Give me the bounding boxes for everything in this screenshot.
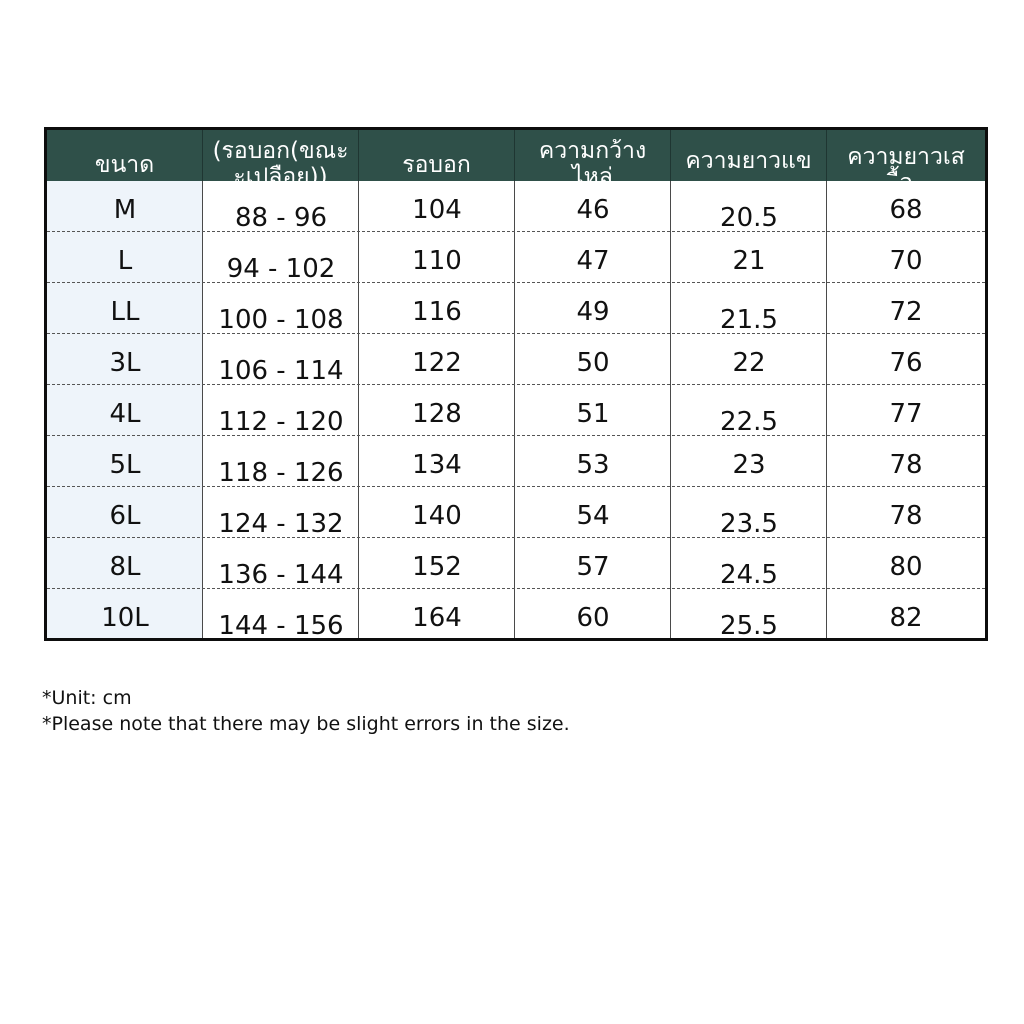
cell-body-length-value: 82: [889, 603, 923, 633]
disclaimer-note: *Please note that there may be slight errors in the size.: [42, 713, 570, 735]
cell-bust-nude: [203, 385, 359, 436]
cell-body-length-value: 78: [889, 501, 923, 531]
cell-chest-value: 110: [412, 246, 462, 276]
cell-bust-nude-value: 112 - 120: [218, 407, 344, 437]
cell-body-length: [827, 538, 985, 589]
cell-body-length-value: 72: [889, 297, 923, 327]
cell-chest: [359, 487, 515, 538]
header-size-label: ขนาด: [94, 152, 155, 178]
cell-size-value: LL: [110, 297, 140, 327]
table-row: [47, 181, 985, 232]
cell-sleeve-length-value: 21.5: [720, 305, 778, 335]
header-size: [47, 130, 203, 181]
cell-size: [47, 334, 203, 385]
header-sleeve-length: [671, 130, 827, 200]
table-row: [47, 538, 985, 589]
cell-size: [47, 436, 203, 487]
cell-shoulder-width: [515, 181, 671, 232]
cell-shoulder-width: [515, 487, 671, 538]
table-row: [47, 487, 985, 538]
cell-shoulder-width-value: 47: [576, 246, 610, 276]
cell-shoulder-width: [515, 283, 671, 334]
cell-sleeve-length: [671, 334, 827, 385]
cell-bust-nude-value: 124 - 132: [218, 509, 344, 539]
cell-chest-value: 104: [412, 195, 462, 225]
cell-bust-nude: [203, 538, 359, 589]
unit-note: *Unit: cm: [42, 687, 132, 709]
cell-size-value: 8L: [109, 552, 141, 582]
cell-size-value: 5L: [109, 450, 141, 480]
header-sleeve-length-label: ความยาวแข น: [685, 148, 812, 200]
cell-bust-nude-value: 94 - 102: [226, 254, 336, 284]
cell-chest-value: 164: [412, 603, 462, 633]
cell-sleeve-length: [671, 436, 827, 487]
cell-bust-nude-value: 136 - 144: [218, 560, 344, 590]
cell-size: [47, 385, 203, 436]
cell-sleeve-length-value: 25.5: [720, 611, 778, 641]
cell-body-length: [827, 436, 985, 487]
cell-sleeve-length: [671, 589, 827, 640]
cell-bust-nude: [203, 181, 359, 232]
cell-chest-value: 134: [412, 450, 462, 480]
cell-sleeve-length-value: 21: [732, 246, 766, 276]
cell-size-value: L: [117, 246, 133, 276]
cell-shoulder-width-value: 49: [576, 297, 610, 327]
cell-size-value: 3L: [109, 348, 141, 378]
cell-size: [47, 487, 203, 538]
cell-body-length-value: 76: [889, 348, 923, 378]
header-shoulder-width-label: ความกว้าง ไหล่: [538, 138, 647, 190]
cell-bust-nude: [203, 436, 359, 487]
table-row: [47, 232, 985, 283]
cell-size: [47, 538, 203, 589]
header-chest-label: รอบอก: [402, 152, 471, 178]
table-header-row: [47, 130, 985, 200]
cell-shoulder-width: [515, 538, 671, 589]
cell-body-length-value: 68: [889, 195, 923, 225]
cell-sleeve-length-value: 23.5: [720, 509, 778, 539]
cell-body-length-value: 70: [889, 246, 923, 276]
cell-chest: [359, 385, 515, 436]
cell-shoulder-width-value: 54: [576, 501, 610, 531]
cell-chest-value: 152: [412, 552, 462, 582]
cell-shoulder-width-value: 50: [576, 348, 610, 378]
cell-shoulder-width: [515, 385, 671, 436]
cell-chest: [359, 181, 515, 232]
cell-chest-value: 116: [412, 297, 462, 327]
size-chart-table: [44, 127, 988, 641]
header-shoulder-width: [515, 130, 671, 190]
cell-body-length-value: 77: [889, 399, 923, 429]
cell-body-length-value: 78: [889, 450, 923, 480]
cell-chest: [359, 436, 515, 487]
cell-sleeve-length: [671, 232, 827, 283]
cell-body-length: [827, 334, 985, 385]
cell-sleeve-length: [671, 385, 827, 436]
cell-sleeve-length: [671, 538, 827, 589]
cell-shoulder-width-value: 51: [576, 399, 610, 429]
cell-chest: [359, 334, 515, 385]
cell-body-length: [827, 385, 985, 436]
table-row: [47, 589, 985, 640]
table-row: [47, 436, 985, 487]
cell-size: [47, 232, 203, 283]
cell-sleeve-length-value: 22: [732, 348, 766, 378]
cell-size-value: 6L: [109, 501, 141, 531]
cell-bust-nude: [203, 589, 359, 640]
cell-shoulder-width: [515, 232, 671, 283]
cell-sleeve-length: [671, 487, 827, 538]
cell-shoulder-width: [515, 589, 671, 640]
cell-body-length: [827, 232, 985, 283]
cell-bust-nude-value: 144 - 156: [218, 611, 344, 641]
cell-bust-nude-value: 106 - 114: [218, 356, 344, 386]
cell-size: [47, 283, 203, 334]
cell-bust-nude: [203, 232, 359, 283]
cell-body-length-value: 80: [889, 552, 923, 582]
cell-shoulder-width: [515, 334, 671, 385]
cell-chest: [359, 589, 515, 640]
cell-bust-nude-value: 118 - 126: [218, 458, 344, 488]
header-bust-nude-label: (รอบอก(ขณะ ะเปลือย)): [212, 138, 349, 190]
notes: [42, 685, 570, 737]
table-body: [47, 181, 985, 641]
cell-body-length: [827, 589, 985, 640]
cell-bust-nude: [203, 487, 359, 538]
cell-size: [47, 181, 203, 232]
table-row: [47, 283, 985, 334]
cell-bust-nude: [203, 334, 359, 385]
cell-sleeve-length-value: 23: [732, 450, 766, 480]
cell-size: [47, 589, 203, 640]
cell-body-length: [827, 283, 985, 334]
cell-body-length: [827, 181, 985, 232]
cell-body-length: [827, 487, 985, 538]
cell-size-value: 10L: [101, 603, 149, 633]
cell-size-value: M: [113, 195, 137, 225]
cell-shoulder-width-value: 53: [576, 450, 610, 480]
cell-sleeve-length-value: 24.5: [720, 560, 778, 590]
cell-size-value: 4L: [109, 399, 141, 429]
cell-bust-nude-value: 88 - 96: [234, 203, 328, 233]
cell-sleeve-length-value: 22.5: [720, 407, 778, 437]
cell-shoulder-width: [515, 436, 671, 487]
cell-shoulder-width-value: 60: [576, 603, 610, 633]
cell-bust-nude: [203, 283, 359, 334]
cell-chest: [359, 538, 515, 589]
cell-shoulder-width-value: 57: [576, 552, 610, 582]
cell-chest-value: 140: [412, 501, 462, 531]
cell-sleeve-length-value: 20.5: [720, 203, 778, 233]
table-row: [47, 385, 985, 436]
cell-sleeve-length: [671, 283, 827, 334]
header-bust-nude: [203, 130, 359, 190]
cell-chest-value: 122: [412, 348, 462, 378]
table-row: [47, 334, 985, 385]
cell-sleeve-length: [671, 181, 827, 232]
cell-chest: [359, 283, 515, 334]
header-body-length-label: ความยาวเส ื้อ: [847, 144, 965, 196]
header-chest: [359, 130, 515, 181]
cell-chest: [359, 232, 515, 283]
cell-shoulder-width-value: 46: [576, 195, 610, 225]
cell-chest-value: 128: [412, 399, 462, 429]
cell-bust-nude-value: 100 - 108: [218, 305, 344, 335]
header-body-length: [827, 130, 985, 196]
